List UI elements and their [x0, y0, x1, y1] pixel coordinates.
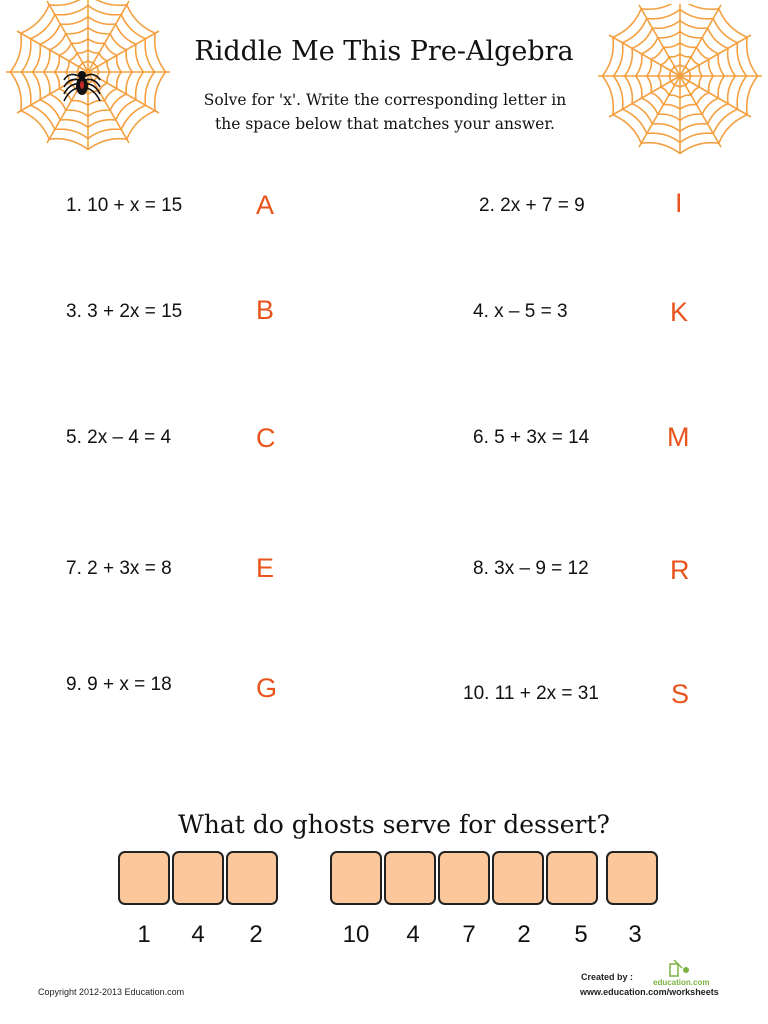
- web-spoke: [609, 76, 680, 117]
- problem-equation: 10. 11 + 2x = 31: [463, 683, 599, 704]
- problem-equation: 9. 9 + x = 18: [66, 674, 172, 695]
- web-spoke: [17, 72, 88, 113]
- website-link[interactable]: www.education.com/worksheets: [580, 987, 719, 997]
- answer-box[interactable]: [606, 851, 658, 905]
- answer-box[interactable]: [438, 851, 490, 905]
- answer-box[interactable]: [226, 851, 278, 905]
- problem-letter: I: [675, 188, 683, 218]
- web-spoke: [680, 76, 751, 117]
- answer-box[interactable]: [172, 851, 224, 905]
- problem-letter: G: [256, 673, 278, 703]
- instructions-line-1: Solve for 'x'. Write the corresponding letter in: [203, 91, 567, 109]
- problem-letter: K: [670, 297, 689, 327]
- problem-equation: 7. 2 + 3x = 8: [66, 558, 172, 579]
- answer-box[interactable]: [118, 851, 170, 905]
- answer-number: 7: [462, 921, 476, 948]
- answer-number: 4: [191, 921, 205, 948]
- answer-box[interactable]: [546, 851, 598, 905]
- problem-letter: S: [671, 679, 690, 709]
- problem-equation: 5. 2x – 4 = 4: [66, 427, 172, 448]
- instructions-line-2: the space below that matches your answer.: [215, 115, 555, 133]
- spider-web-left-icon: [0, 0, 180, 150]
- answer-number: 5: [574, 921, 588, 948]
- answer-number: 4: [406, 921, 420, 948]
- problem-equation: 2. 2x + 7 = 9: [479, 195, 585, 216]
- problem-letter: M: [667, 422, 690, 452]
- answer-box[interactable]: [492, 851, 544, 905]
- problem-letter: C: [256, 423, 276, 453]
- answer-number: 1: [137, 921, 151, 948]
- problem-equation: 3. 3 + 2x = 15: [66, 301, 183, 322]
- answer-number: 3: [628, 921, 642, 948]
- riddle-question: What do ghosts serve for dessert?: [178, 810, 610, 839]
- answer-number: 2: [517, 921, 531, 948]
- problem-equation: 6. 5 + 3x = 14: [473, 427, 590, 448]
- web-spoke: [88, 72, 129, 143]
- answer-number: 2: [249, 921, 263, 948]
- problem-equation: 1. 10 + x = 15: [66, 195, 183, 216]
- web-spoke: [680, 76, 721, 147]
- education-logo-text: education.com: [653, 978, 710, 987]
- answer-box[interactable]: [384, 851, 436, 905]
- problem-letter: A: [256, 190, 275, 220]
- answer-number: 10: [342, 921, 370, 948]
- problem-equation: 8. 3x – 9 = 12: [473, 558, 589, 579]
- spider-web-right-icon: [588, 4, 768, 154]
- web-spoke: [639, 76, 680, 147]
- copyright-text: Copyright 2012-2013 Education.com: [38, 987, 185, 997]
- created-by-label: Created by :: [581, 972, 634, 982]
- problem-letter: R: [670, 555, 690, 585]
- worksheet-title: Riddle Me This Pre-Algebra: [194, 36, 574, 67]
- answer-box[interactable]: [330, 851, 382, 905]
- problem-equation: 4. x – 5 = 3: [473, 301, 568, 322]
- instructions: [180, 88, 590, 136]
- problem-letter: B: [256, 295, 275, 325]
- problem-letter: E: [256, 553, 275, 583]
